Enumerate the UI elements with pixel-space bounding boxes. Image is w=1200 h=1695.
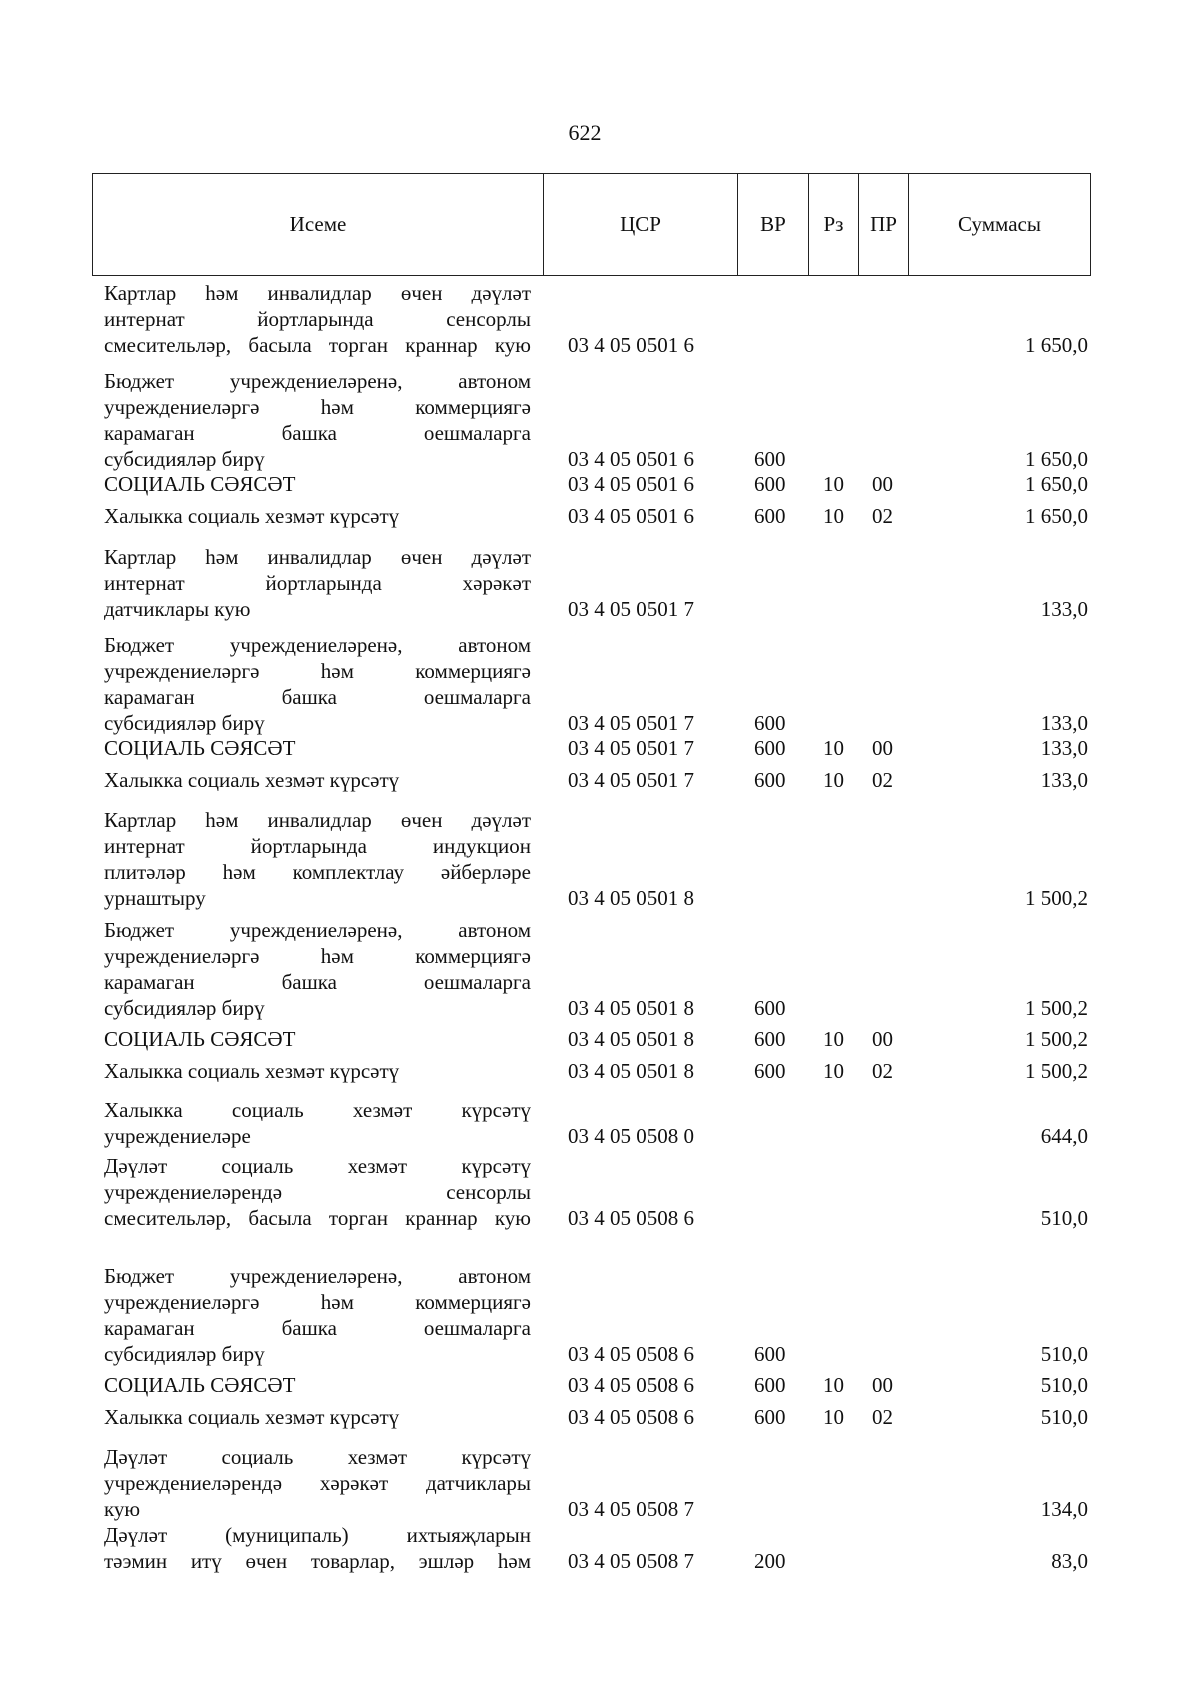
row-name-line: карамаган башка оешмаларга <box>104 1316 531 1340</box>
row-sum: 1 650,0 <box>1025 447 1088 471</box>
row-name <box>104 1522 531 1574</box>
row-name-line: интернат йортларында хәрәкәт <box>104 571 531 595</box>
row-name-line: СОЦИАЛЬ СӘЯСӘТ <box>104 1373 296 1397</box>
row-name-line: Халыкка социаль хезмәт күрсәтү <box>104 1098 531 1122</box>
row-name <box>104 917 531 1021</box>
row-sum: 510,0 <box>1040 1342 1088 1366</box>
row-sum: 1 500,2 <box>1025 1027 1088 1051</box>
row-name <box>104 1153 531 1231</box>
row-sum: 133,0 <box>1040 768 1088 792</box>
row-rz: 10 <box>823 472 844 496</box>
row-name-line: плитәләр һәм комплектлау әйберләре <box>104 860 531 884</box>
row-name-line: субсидияләр бирү <box>104 1342 265 1366</box>
row-name <box>104 280 531 358</box>
row-csr: 03 4 05 0501 6 <box>568 472 694 496</box>
row-csr: 03 4 05 0501 6 <box>568 447 694 471</box>
row-name-line: Дәүләт социаль хезмәт күрсәтү <box>104 1154 531 1178</box>
row-name-line: Халыкка социаль хезмәт күрсәтү <box>104 1059 400 1083</box>
row-vr: 600 <box>754 1373 786 1397</box>
row-csr: 03 4 05 0501 6 <box>568 333 694 357</box>
row-name-line: Картлар һәм инвалидлар өчен дәүләт <box>104 281 531 305</box>
row-name-line: кую <box>104 1497 141 1521</box>
row-vr: 600 <box>754 1027 786 1051</box>
row-csr: 03 4 05 0508 7 <box>568 1497 694 1521</box>
row-sum: 1 650,0 <box>1025 504 1088 528</box>
row-name-line: СОЦИАЛЬ СӘЯСӘТ <box>104 472 296 496</box>
row-name-line: учреждениеләргә һәм коммерциягә <box>104 659 531 683</box>
row-name <box>104 1026 531 1052</box>
row-rz: 10 <box>823 736 844 760</box>
row-name-line: карамаган башка оешмаларга <box>104 970 531 994</box>
row-pr: 02 <box>872 1405 893 1429</box>
row-sum: 133,0 <box>1040 597 1088 621</box>
row-csr: 03 4 05 0501 8 <box>568 886 694 910</box>
row-name <box>104 503 531 529</box>
row-sum: 133,0 <box>1040 711 1088 735</box>
row-pr: 00 <box>872 472 893 496</box>
row-name <box>104 1097 531 1149</box>
row-sum: 1 650,0 <box>1025 333 1088 357</box>
row-name <box>104 1444 531 1522</box>
row-name-line: субсидияләр бирү <box>104 996 265 1020</box>
row-name-line: Бюджет учреждениеләренә, автоном <box>104 1264 531 1288</box>
row-csr: 03 4 05 0501 7 <box>568 597 694 621</box>
row-name-line: Картлар һәм инвалидлар өчен дәүләт <box>104 545 531 569</box>
row-name <box>104 767 531 793</box>
row-name-line: Бюджет учреждениеләренә, автоном <box>104 369 531 393</box>
row-vr: 600 <box>754 1342 786 1366</box>
row-name <box>104 544 531 622</box>
row-rz: 10 <box>823 1373 844 1397</box>
row-name <box>104 368 531 472</box>
table-header <box>92 173 1091 276</box>
row-name-line: учреждениеләргә һәм коммерциягә <box>104 944 531 968</box>
row-name-line: СОЦИАЛЬ СӘЯСӘТ <box>104 1027 296 1051</box>
header-rz: Рз <box>808 174 858 275</box>
row-name-line: интернат йортларында сенсорлы <box>104 307 531 331</box>
header-name: Исеме <box>289 212 347 236</box>
row-name-line: Картлар һәм инвалидлар өчен дәүләт <box>104 808 531 832</box>
row-name <box>104 1263 531 1367</box>
row-name <box>104 632 531 736</box>
row-csr: 03 4 05 0501 8 <box>568 996 694 1020</box>
row-csr: 03 4 05 0501 8 <box>568 1059 694 1083</box>
row-csr: 03 4 05 0508 7 <box>568 1549 694 1573</box>
header-csr: ЦСР <box>543 174 737 275</box>
row-vr: 200 <box>754 1549 786 1573</box>
row-name <box>104 1404 531 1430</box>
row-name-line: Халыкка социаль хезмәт күрсәтү <box>104 504 400 528</box>
row-name <box>104 807 531 911</box>
row-vr: 600 <box>754 768 786 792</box>
row-name <box>104 735 531 761</box>
row-vr: 600 <box>754 447 786 471</box>
row-name-line: учреждениеләрендә сенсорлы <box>104 1180 531 1204</box>
row-name-line: субсидияләр бирү <box>104 447 265 471</box>
row-sum: 510,0 <box>1040 1405 1088 1429</box>
row-name-line: смесительләр, басыла торган краннар кую <box>104 1206 531 1230</box>
row-rz: 10 <box>823 768 844 792</box>
row-csr: 03 4 05 0508 6 <box>568 1342 694 1366</box>
row-vr: 600 <box>754 996 786 1020</box>
row-name-line: Халыкка социаль хезмәт күрсәтү <box>104 768 400 792</box>
row-csr: 03 4 05 0508 0 <box>568 1124 694 1148</box>
row-vr: 600 <box>754 1405 786 1429</box>
row-rz: 10 <box>823 1405 844 1429</box>
row-sum: 83,0 <box>1051 1549 1088 1573</box>
row-pr: 00 <box>872 736 893 760</box>
row-name-line: учреждениеләргә һәм коммерциягә <box>104 1290 531 1314</box>
row-name-line: датчиклары кую <box>104 597 251 621</box>
row-name <box>104 1058 531 1084</box>
row-sum: 644,0 <box>1040 1124 1088 1148</box>
row-pr: 02 <box>872 1059 893 1083</box>
row-name-line: учреждениеләргә һәм коммерциягә <box>104 395 531 419</box>
row-pr: 02 <box>872 504 893 528</box>
row-sum: 510,0 <box>1040 1373 1088 1397</box>
row-vr: 600 <box>754 736 786 760</box>
row-name-line: урнаштыру <box>104 886 206 910</box>
row-sum: 1 500,2 <box>1025 996 1088 1020</box>
row-name-line: Бюджет учреждениеләренә, автоном <box>104 633 531 657</box>
row-csr: 03 4 05 0501 7 <box>568 736 694 760</box>
row-vr: 600 <box>754 1059 786 1083</box>
row-csr: 03 4 05 0501 7 <box>568 711 694 735</box>
row-name-line: интернат йортларында индукцион <box>104 834 531 858</box>
row-name-line: Дәүләт (муниципаль) ихтыяҗларын <box>104 1523 531 1547</box>
row-name-line: Халыкка социаль хезмәт күрсәтү <box>104 1405 400 1429</box>
row-rz: 10 <box>823 1027 844 1051</box>
row-csr: 03 4 05 0508 6 <box>568 1373 694 1397</box>
row-name-line: тәэмин итү өчен товарлар, эшләр һәм <box>104 1549 531 1573</box>
row-csr: 03 4 05 0501 8 <box>568 1027 694 1051</box>
row-name <box>104 471 531 497</box>
row-name-line: Дәүләт социаль хезмәт күрсәтү <box>104 1445 531 1469</box>
row-name-line: СОЦИАЛЬ СӘЯСӘТ <box>104 736 296 760</box>
header-vr: ВР <box>737 174 808 275</box>
row-csr: 03 4 05 0508 6 <box>568 1206 694 1230</box>
row-sum: 134,0 <box>1040 1497 1088 1521</box>
row-name-line: учреждениеләрендә хәрәкәт датчиклары <box>104 1471 531 1495</box>
row-vr: 600 <box>754 472 786 496</box>
row-sum: 510,0 <box>1040 1206 1088 1230</box>
row-sum: 1 650,0 <box>1025 472 1088 496</box>
row-rz: 10 <box>823 504 844 528</box>
row-pr: 00 <box>872 1373 893 1397</box>
row-csr: 03 4 05 0508 6 <box>568 1405 694 1429</box>
header-pr: ПР <box>858 174 908 275</box>
row-vr: 600 <box>754 504 786 528</box>
row-name-line: Бюджет учреждениеләренә, автоном <box>104 918 531 942</box>
row-name-line: смесительләр, басыла торган краннар кую <box>104 333 531 357</box>
row-sum: 1 500,2 <box>1025 886 1088 910</box>
row-csr: 03 4 05 0501 7 <box>568 768 694 792</box>
row-csr: 03 4 05 0501 6 <box>568 504 694 528</box>
row-sum: 133,0 <box>1040 736 1088 760</box>
row-sum: 1 500,2 <box>1025 1059 1088 1083</box>
row-pr: 02 <box>872 768 893 792</box>
row-name-line: карамаган башка оешмаларга <box>104 685 531 709</box>
row-name-line: карамаган башка оешмаларга <box>104 421 531 445</box>
row-rz: 10 <box>823 1059 844 1083</box>
row-vr: 600 <box>754 711 786 735</box>
row-pr: 00 <box>872 1027 893 1051</box>
row-name-line: субсидияләр бирү <box>104 711 265 735</box>
row-name-line: учреждениеләре <box>104 1124 251 1148</box>
row-name <box>104 1372 531 1398</box>
page-number: 622 <box>568 120 602 145</box>
header-sum: Суммасы <box>908 174 1090 275</box>
